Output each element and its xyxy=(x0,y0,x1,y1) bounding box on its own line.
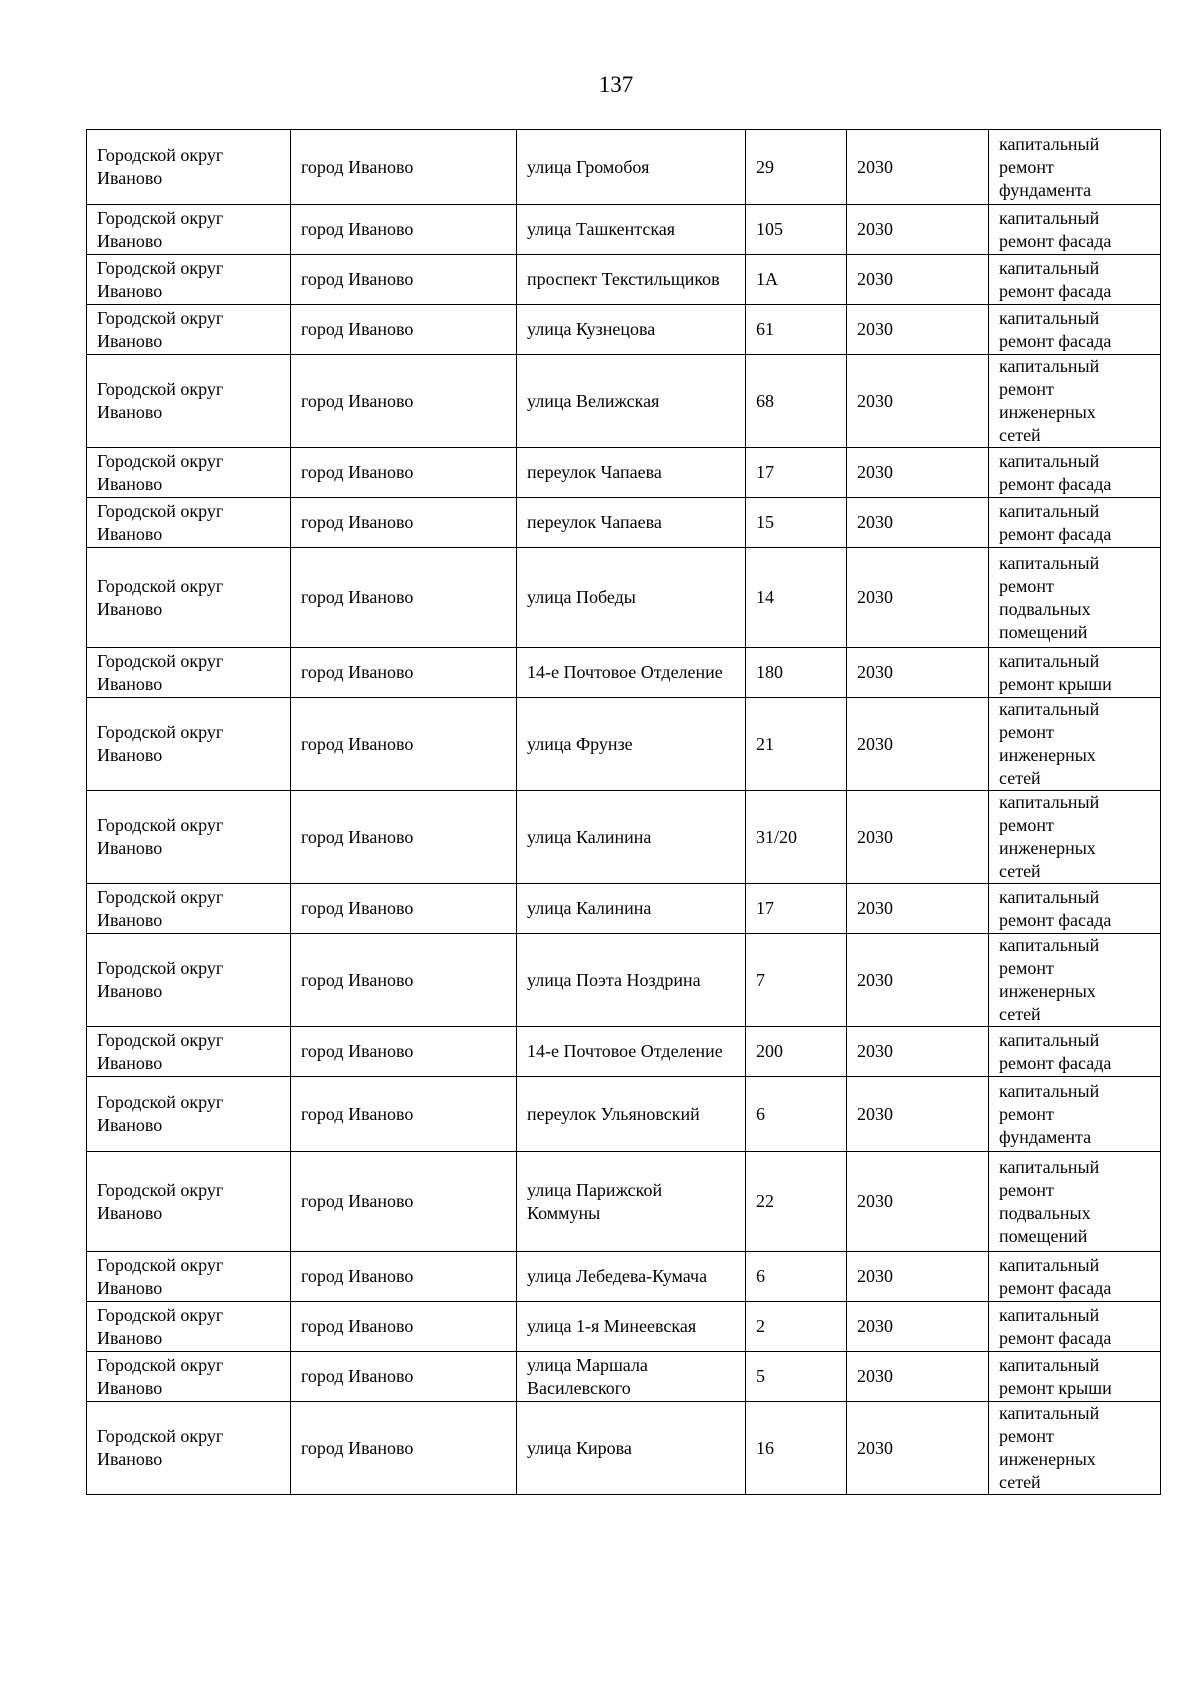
table-row xyxy=(87,698,1161,791)
city-cell xyxy=(291,648,517,698)
street-cell-text: улица Громобоя xyxy=(527,156,650,177)
city-cell-text: город Иваново xyxy=(301,1103,414,1124)
house-number-cell-text: 21 xyxy=(756,733,774,754)
district-cell-text: Городской округ Иваново xyxy=(97,145,224,188)
street-cell xyxy=(517,648,746,698)
year-cell xyxy=(847,1077,989,1152)
street-cell-text: улица Калинина xyxy=(527,826,652,847)
house-number-cell xyxy=(746,1027,847,1077)
house-number-cell xyxy=(746,1152,847,1252)
city-cell xyxy=(291,448,517,498)
house-number-cell xyxy=(746,698,847,791)
work-type-cell-text: капитальный ремонт инженерных сетей xyxy=(999,699,1100,788)
street-cell-text: улица Ташкентская xyxy=(527,219,676,239)
street-cell-text: улица Фрунзе xyxy=(527,733,633,754)
district-cell xyxy=(87,498,291,548)
work-type-cell-text: капитальный ремонт инженерных сетей xyxy=(999,356,1100,445)
city-cell xyxy=(291,355,517,448)
table-row xyxy=(87,498,1161,548)
year-cell-text: 2030 xyxy=(857,512,893,532)
work-type-cell xyxy=(989,884,1161,934)
district-cell-text: Городской округ Иваново xyxy=(97,307,224,351)
city-cell-text: город Иваново xyxy=(301,219,414,239)
year-cell xyxy=(847,355,989,448)
city-cell xyxy=(291,1027,517,1077)
house-number-cell-text: 16 xyxy=(756,1437,774,1458)
table-row xyxy=(87,255,1161,305)
district-cell-text: Городской округ Иваново xyxy=(97,379,224,422)
district-cell xyxy=(87,305,291,355)
city-cell-text: город Иваново xyxy=(301,1266,414,1286)
city-cell-text: город Иваново xyxy=(301,587,414,607)
street-cell xyxy=(517,255,746,305)
house-number-cell-text: 17 xyxy=(756,462,774,482)
work-type-cell xyxy=(989,498,1161,548)
street-cell xyxy=(517,305,746,355)
year-cell xyxy=(847,648,989,698)
street-cell-text: улица Поэта Ноздрина xyxy=(527,969,701,990)
district-cell xyxy=(87,255,291,305)
house-number-cell xyxy=(746,305,847,355)
house-number-cell xyxy=(746,1252,847,1302)
house-number-cell xyxy=(746,548,847,648)
year-cell-text: 2030 xyxy=(857,826,893,847)
house-number-cell xyxy=(746,791,847,884)
city-cell-text: город Иваново xyxy=(301,156,414,177)
year-cell-text: 2030 xyxy=(857,1191,893,1211)
district-cell xyxy=(87,130,291,205)
table-row xyxy=(87,355,1161,448)
district-cell-text: Городской округ Иваново xyxy=(97,207,224,251)
work-type-cell-text: капитальный ремонт фундамента xyxy=(999,1080,1100,1147)
year-cell xyxy=(847,498,989,548)
district-cell-text: Городской округ Иваново xyxy=(97,575,224,619)
table-row xyxy=(87,648,1161,698)
street-cell-text: переулок Ульяновский xyxy=(527,1103,700,1124)
year-cell xyxy=(847,934,989,1027)
city-cell-text: город Иваново xyxy=(301,826,414,847)
city-cell xyxy=(291,1402,517,1495)
work-type-cell xyxy=(989,1402,1161,1495)
city-cell-text: город Иваново xyxy=(301,1366,414,1386)
work-type-cell-text: капитальный ремонт крыши xyxy=(999,650,1112,694)
house-number-cell xyxy=(746,130,847,205)
street-cell xyxy=(517,548,746,648)
street-cell-text: улица Кузнецова xyxy=(527,319,656,339)
city-cell xyxy=(291,934,517,1027)
district-cell xyxy=(87,448,291,498)
work-type-cell xyxy=(989,255,1161,305)
city-cell xyxy=(291,1152,517,1252)
city-cell-text: город Иваново xyxy=(301,1437,414,1458)
work-type-cell-text: капитальный ремонт фасада xyxy=(999,1029,1112,1073)
district-cell xyxy=(87,1252,291,1302)
work-type-cell-text: капитальный ремонт фасада xyxy=(999,450,1112,494)
district-cell xyxy=(87,648,291,698)
street-cell xyxy=(517,698,746,791)
table-row xyxy=(87,130,1161,205)
street-cell-text: проспект Текстильщиков xyxy=(527,269,720,289)
street-cell xyxy=(517,791,746,884)
year-cell-text: 2030 xyxy=(857,390,893,411)
year-cell xyxy=(847,1027,989,1077)
year-cell xyxy=(847,255,989,305)
table-row xyxy=(87,884,1161,934)
street-cell-text: улица Велижская xyxy=(527,390,660,411)
city-cell xyxy=(291,1302,517,1352)
table-row xyxy=(87,791,1161,884)
work-type-cell xyxy=(989,448,1161,498)
work-type-cell-text: капитальный ремонт инженерных сетей xyxy=(999,792,1100,881)
street-cell xyxy=(517,1352,746,1402)
year-cell-text: 2030 xyxy=(857,969,893,990)
city-cell xyxy=(291,1352,517,1402)
city-cell-text: город Иваново xyxy=(301,662,414,682)
table-row xyxy=(87,934,1161,1027)
work-type-cell xyxy=(989,130,1161,205)
street-cell-text: улица Маршала Василевского xyxy=(527,1354,648,1398)
year-cell xyxy=(847,448,989,498)
work-type-cell-text: капитальный ремонт фундамента xyxy=(999,133,1100,200)
house-number-cell-text: 2 xyxy=(756,1316,765,1336)
district-cell-text: Городской округ Иваново xyxy=(97,815,224,858)
district-cell-text: Городской округ Иваново xyxy=(97,1092,224,1135)
district-cell-text: Городской округ Иваново xyxy=(97,722,224,765)
table-row xyxy=(87,1352,1161,1402)
city-cell xyxy=(291,1077,517,1152)
year-cell xyxy=(847,1402,989,1495)
district-cell xyxy=(87,1302,291,1352)
year-cell xyxy=(847,205,989,255)
district-cell-text: Городской округ Иваново xyxy=(97,1426,224,1469)
city-cell-text: город Иваново xyxy=(301,1191,414,1211)
district-cell xyxy=(87,1352,291,1402)
district-cell xyxy=(87,355,291,448)
year-cell-text: 2030 xyxy=(857,156,893,177)
house-number-cell-text: 105 xyxy=(756,219,783,239)
work-type-cell-text: капитальный ремонт фасада xyxy=(999,500,1112,544)
district-cell xyxy=(87,1077,291,1152)
house-number-cell-text: 68 xyxy=(756,390,774,411)
table-row xyxy=(87,305,1161,355)
street-cell xyxy=(517,934,746,1027)
house-number-cell-text: 22 xyxy=(756,1191,774,1211)
year-cell xyxy=(847,1252,989,1302)
house-number-cell xyxy=(746,448,847,498)
work-type-cell-text: капитальный ремонт инженерных сетей xyxy=(999,935,1100,1024)
table-row xyxy=(87,1402,1161,1495)
house-number-cell-text: 6 xyxy=(756,1266,765,1286)
work-type-cell xyxy=(989,205,1161,255)
city-cell-text: город Иваново xyxy=(301,1041,414,1061)
year-cell-text: 2030 xyxy=(857,1041,893,1061)
city-cell-text: город Иваново xyxy=(301,462,414,482)
house-number-cell-text: 31/20 xyxy=(756,826,798,847)
work-type-cell xyxy=(989,305,1161,355)
year-cell-text: 2030 xyxy=(857,1316,893,1336)
table-row xyxy=(87,205,1161,255)
work-type-cell-text: капитальный ремонт подвальных помещений xyxy=(999,1156,1100,1246)
street-cell-text: переулок Чапаева xyxy=(527,462,662,482)
year-cell-text: 2030 xyxy=(857,662,893,682)
house-number-cell-text: 200 xyxy=(756,1041,783,1061)
house-number-cell xyxy=(746,1302,847,1352)
work-type-cell-text: капитальный ремонт подвальных помещений xyxy=(999,552,1100,642)
table-row xyxy=(87,1027,1161,1077)
street-cell xyxy=(517,205,746,255)
year-cell xyxy=(847,1152,989,1252)
house-number-cell xyxy=(746,255,847,305)
work-type-cell xyxy=(989,548,1161,648)
street-cell-text: улица Парижской Коммуны xyxy=(527,1179,663,1223)
table-row xyxy=(87,1252,1161,1302)
city-cell-text: город Иваново xyxy=(301,1316,414,1336)
district-cell xyxy=(87,698,291,791)
year-cell-text: 2030 xyxy=(857,269,893,289)
district-cell-text: Городской округ Иваново xyxy=(97,1254,224,1298)
street-cell-text: 14-е Почтовое Отделение xyxy=(527,662,723,682)
city-cell-text: город Иваново xyxy=(301,512,414,532)
year-cell xyxy=(847,791,989,884)
district-cell xyxy=(87,884,291,934)
street-cell-text: улица Лебедева-Кумача xyxy=(527,1266,708,1286)
district-cell xyxy=(87,791,291,884)
work-type-cell-text: капитальный ремонт фасада xyxy=(999,257,1112,301)
city-cell xyxy=(291,548,517,648)
house-number-cell xyxy=(746,648,847,698)
street-cell-text: улица 1-я Минеевская xyxy=(527,1316,697,1336)
city-cell xyxy=(291,205,517,255)
district-cell-text: Городской округ Иваново xyxy=(97,257,224,301)
year-cell-text: 2030 xyxy=(857,1366,893,1386)
street-cell-text: 14-е Почтовое Отделение xyxy=(527,1041,723,1061)
house-number-cell-text: 17 xyxy=(756,898,774,918)
house-number-cell-text: 14 xyxy=(756,587,774,607)
street-cell xyxy=(517,1077,746,1152)
district-cell-text: Городской округ Иваново xyxy=(97,650,224,694)
year-cell xyxy=(847,548,989,648)
repair-registry-table xyxy=(86,129,1161,1495)
year-cell xyxy=(847,884,989,934)
work-type-cell xyxy=(989,1027,1161,1077)
house-number-cell-text: 7 xyxy=(756,969,765,990)
city-cell xyxy=(291,130,517,205)
house-number-cell-text: 1А xyxy=(756,269,778,289)
work-type-cell-text: капитальный ремонт фасада xyxy=(999,307,1112,351)
city-cell xyxy=(291,791,517,884)
district-cell xyxy=(87,1027,291,1077)
year-cell-text: 2030 xyxy=(857,587,893,607)
district-cell-text: Городской округ Иваново xyxy=(97,1179,224,1223)
district-cell-text: Городской округ Иваново xyxy=(97,1304,224,1348)
street-cell-text: переулок Чапаева xyxy=(527,512,662,532)
city-cell-text: город Иваново xyxy=(301,390,414,411)
table-row xyxy=(87,1077,1161,1152)
year-cell-text: 2030 xyxy=(857,319,893,339)
work-type-cell xyxy=(989,1352,1161,1402)
year-cell-text: 2030 xyxy=(857,1266,893,1286)
district-cell xyxy=(87,934,291,1027)
work-type-cell-text: капитальный ремонт фасада xyxy=(999,207,1112,251)
house-number-cell xyxy=(746,934,847,1027)
city-cell xyxy=(291,1252,517,1302)
district-cell-text: Городской округ Иваново xyxy=(97,958,224,1001)
table-row xyxy=(87,448,1161,498)
street-cell xyxy=(517,1402,746,1495)
work-type-cell xyxy=(989,1152,1161,1252)
house-number-cell xyxy=(746,205,847,255)
year-cell xyxy=(847,698,989,791)
table-row xyxy=(87,548,1161,648)
work-type-cell xyxy=(989,1302,1161,1352)
year-cell xyxy=(847,130,989,205)
district-cell-text: Городской округ Иваново xyxy=(97,500,224,544)
house-number-cell xyxy=(746,1352,847,1402)
house-number-cell xyxy=(746,1077,847,1152)
work-type-cell-text: капитальный ремонт фасада xyxy=(999,886,1112,930)
house-number-cell-text: 6 xyxy=(756,1103,765,1124)
house-number-cell xyxy=(746,355,847,448)
year-cell-text: 2030 xyxy=(857,1437,893,1458)
district-cell xyxy=(87,205,291,255)
work-type-cell-text: капитальный ремонт фасада xyxy=(999,1254,1112,1298)
district-cell-text: Городской округ Иваново xyxy=(97,1029,224,1073)
district-cell xyxy=(87,1152,291,1252)
work-type-cell xyxy=(989,698,1161,791)
city-cell-text: город Иваново xyxy=(301,733,414,754)
year-cell xyxy=(847,1302,989,1352)
house-number-cell-text: 61 xyxy=(756,319,774,339)
work-type-cell xyxy=(989,648,1161,698)
district-cell xyxy=(87,1402,291,1495)
street-cell xyxy=(517,448,746,498)
year-cell xyxy=(847,1352,989,1402)
city-cell xyxy=(291,884,517,934)
year-cell-text: 2030 xyxy=(857,1103,893,1124)
work-type-cell xyxy=(989,934,1161,1027)
page-number: 137 xyxy=(598,72,634,97)
street-cell xyxy=(517,1252,746,1302)
house-number-cell-text: 180 xyxy=(756,662,783,682)
street-cell xyxy=(517,1027,746,1077)
work-type-cell xyxy=(989,791,1161,884)
district-cell-text: Городской округ Иваново xyxy=(97,886,224,930)
city-cell-text: город Иваново xyxy=(301,269,414,289)
house-number-cell-text: 29 xyxy=(756,156,774,177)
work-type-cell-text: капитальный ремонт фасада xyxy=(999,1304,1112,1348)
work-type-cell xyxy=(989,1077,1161,1152)
street-cell xyxy=(517,1152,746,1252)
work-type-cell-text: капитальный ремонт крыши xyxy=(999,1354,1112,1398)
street-cell xyxy=(517,1302,746,1352)
house-number-cell xyxy=(746,884,847,934)
year-cell-text: 2030 xyxy=(857,733,893,754)
street-cell-text: улица Победы xyxy=(527,587,636,607)
table-row xyxy=(87,1152,1161,1252)
year-cell-text: 2030 xyxy=(857,462,893,482)
district-cell-text: Городской округ Иваново xyxy=(97,450,224,494)
table-row xyxy=(87,1302,1161,1352)
year-cell-text: 2030 xyxy=(857,219,893,239)
city-cell xyxy=(291,305,517,355)
year-cell-text: 2030 xyxy=(857,898,893,918)
district-cell-text: Городской округ Иваново xyxy=(97,1354,224,1398)
table-body xyxy=(87,130,1161,1495)
year-cell xyxy=(847,305,989,355)
district-cell xyxy=(87,548,291,648)
house-number-cell-text: 5 xyxy=(756,1366,765,1386)
house-number-cell-text: 15 xyxy=(756,512,774,532)
street-cell-text: улица Калинина xyxy=(527,898,652,918)
city-cell xyxy=(291,255,517,305)
work-type-cell xyxy=(989,355,1161,448)
street-cell xyxy=(517,498,746,548)
street-cell xyxy=(517,130,746,205)
street-cell xyxy=(517,355,746,448)
street-cell xyxy=(517,884,746,934)
city-cell-text: город Иваново xyxy=(301,969,414,990)
house-number-cell xyxy=(746,1402,847,1495)
work-type-cell xyxy=(989,1252,1161,1302)
city-cell xyxy=(291,698,517,791)
house-number-cell xyxy=(746,498,847,548)
city-cell-text: город Иваново xyxy=(301,319,414,339)
street-cell-text: улица Кирова xyxy=(527,1437,632,1458)
city-cell xyxy=(291,498,517,548)
city-cell-text: город Иваново xyxy=(301,898,414,918)
work-type-cell-text: капитальный ремонт инженерных сетей xyxy=(999,1403,1100,1492)
